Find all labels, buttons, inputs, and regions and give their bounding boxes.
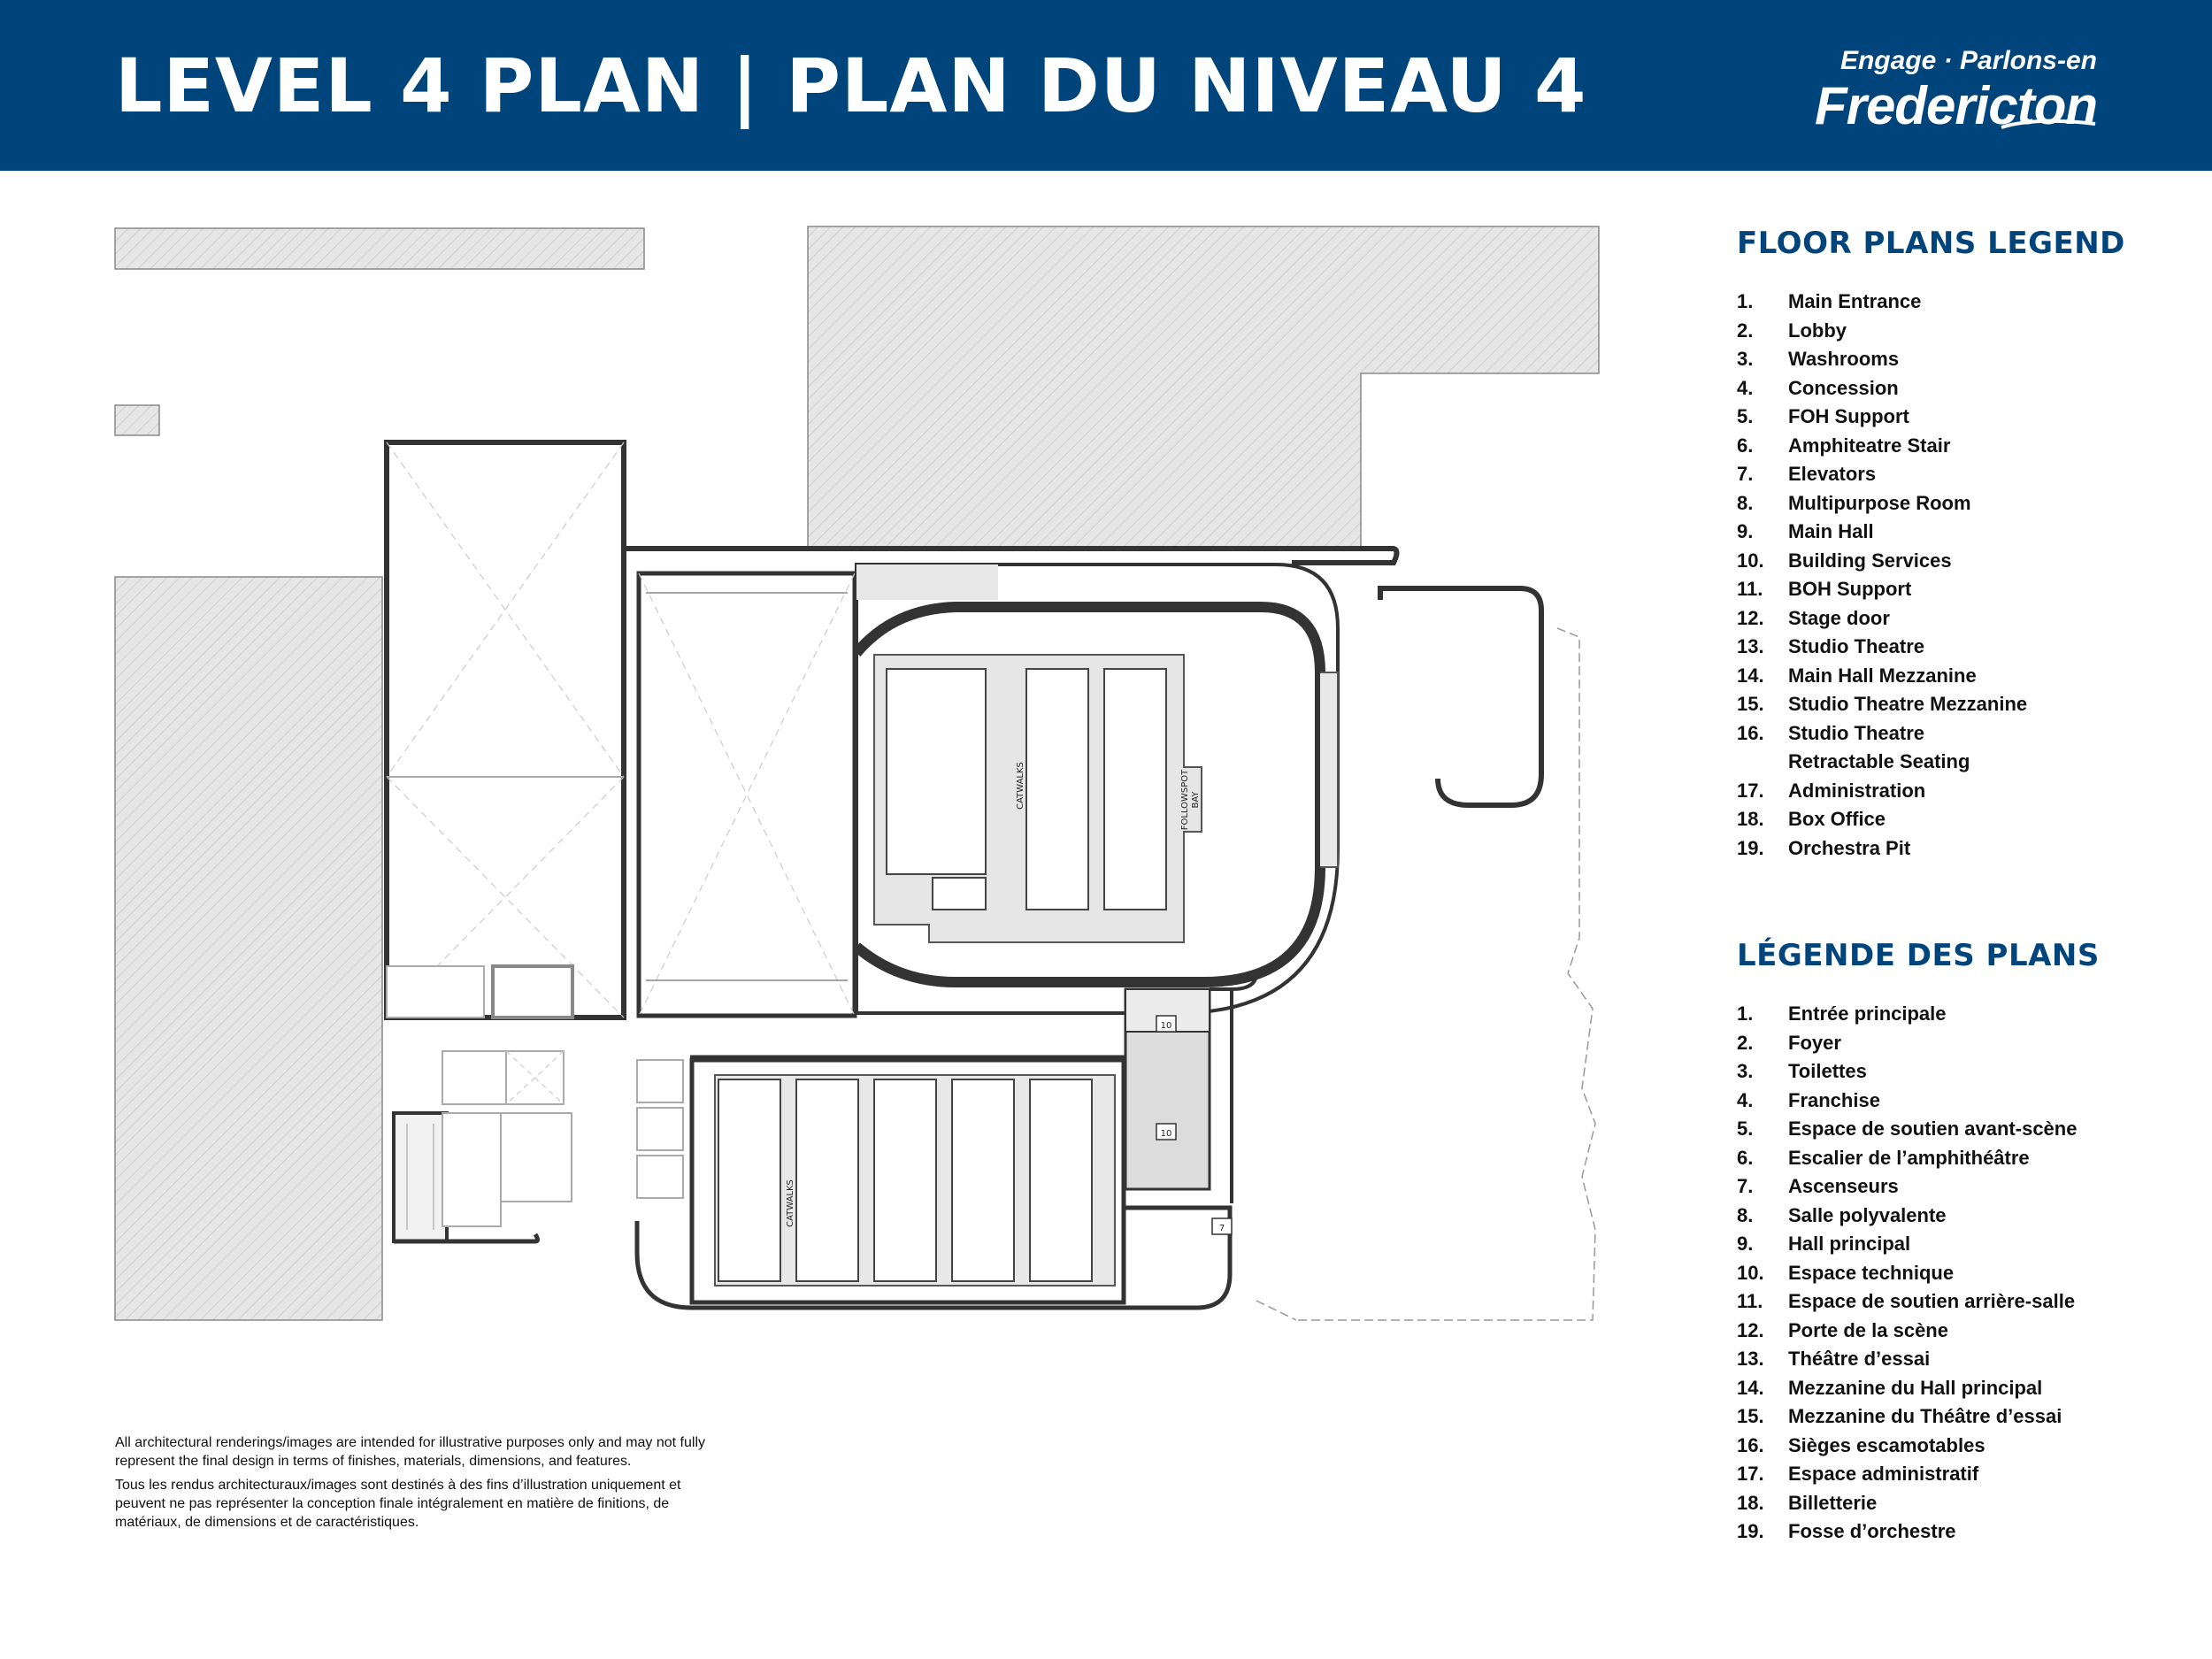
- legend-item-number: 12.: [1737, 1318, 1764, 1341]
- legend-item-number: 12.: [1737, 606, 1764, 629]
- legend-item: [1737, 1230, 2162, 1259]
- adjacent-building-small: [115, 405, 159, 435]
- legend-item: [1737, 460, 2162, 489]
- legend-item-label: Espace administratif: [1788, 1463, 1979, 1485]
- legend-item: [1737, 1432, 2162, 1461]
- legend-item-number: 16.: [1737, 721, 1764, 744]
- legend-item-label: Foyer: [1788, 1031, 1841, 1054]
- legend-item-number: 7.: [1737, 1175, 1754, 1197]
- legend-item: [1737, 1115, 2162, 1144]
- label-room-10-a: 10: [1160, 1021, 1172, 1031]
- circulation-core: [394, 1051, 683, 1241]
- legend-item-label: Sièges escamotables: [1788, 1433, 1985, 1456]
- legend-item: [1737, 1460, 2162, 1489]
- legend-item-number: 11.: [1737, 578, 1763, 600]
- stage-house: [639, 573, 855, 1016]
- legend-item-number: 13.: [1737, 1348, 1764, 1370]
- stair-core: [394, 1113, 447, 1241]
- legend-item-number: 18.: [1737, 1491, 1764, 1514]
- legend-item-number: 10.: [1737, 549, 1764, 572]
- legend-item: [1737, 777, 2162, 806]
- legend-item: [1737, 1087, 2162, 1116]
- studio-catwalk-3: [874, 1079, 936, 1281]
- legend-item-number: 3.: [1737, 348, 1754, 370]
- legend-item-label: Escalier de l’amphithéâtre: [1788, 1146, 2030, 1169]
- legend-item-label: Entrée principale: [1788, 1002, 1947, 1025]
- legend-item-number: 15.: [1737, 1405, 1764, 1427]
- legend-item-label: Billetterie: [1788, 1491, 1878, 1514]
- legend-item-label: Orchestra Pit: [1788, 836, 1911, 859]
- legend-item-label: Multipurpose Room: [1788, 491, 1971, 514]
- legend-item: [1737, 604, 2162, 634]
- legend-item: [1737, 1144, 2162, 1173]
- legend-item-label: Box Office: [1788, 808, 1886, 830]
- legend-item-number: 2.: [1737, 319, 1754, 342]
- fredericton-logo: [1805, 44, 2106, 133]
- logo-swoosh-icon: [2000, 115, 2097, 133]
- main-hall: [856, 565, 1338, 1013]
- legend-item-number: 4.: [1737, 1088, 1754, 1111]
- label-bay: BAY: [1191, 791, 1201, 809]
- main-hall-catwalk-2: [1026, 669, 1088, 910]
- legend-item-label: Studio Theatre Mezzanine: [1788, 693, 2028, 715]
- legend-item-number: 1.: [1737, 1002, 1754, 1025]
- legend-item: [1737, 1287, 2162, 1317]
- legend-item-label: Concession: [1788, 376, 1899, 399]
- legend-item: [1737, 1259, 2162, 1288]
- legend-item-label: Mezzanine du Théâtre d’essai: [1788, 1405, 2062, 1427]
- studio-catwalk-1: [718, 1079, 780, 1281]
- legend-item-label: Washrooms: [1788, 348, 1900, 370]
- label-catwalks-studio: CATWALKS: [786, 1179, 795, 1227]
- legend-item-label: Franchise: [1788, 1088, 1880, 1111]
- label-followspot: FOLLOWSPOT: [1180, 769, 1190, 831]
- legend-item-label: Porte de la scène: [1788, 1318, 1948, 1341]
- legend-item-label: Fosse d’orchestre: [1788, 1520, 1956, 1542]
- legend-item-label: Elevators: [1788, 463, 1877, 485]
- legend-item: [1737, 662, 2162, 691]
- adjacent-building-top-right: [808, 227, 1599, 549]
- legend-item: [1737, 1000, 2162, 1029]
- legend-item: [1737, 575, 2162, 604]
- legend-item-number: 3.: [1737, 1060, 1754, 1082]
- studio-catwalk-4: [952, 1079, 1014, 1281]
- legend-item-number: 14.: [1737, 1376, 1764, 1399]
- legend-item-number: 15.: [1737, 693, 1764, 715]
- main-hall-catwalk-1: [887, 669, 986, 874]
- legend-item-number: 8.: [1737, 1203, 1754, 1226]
- label-catwalks-main: CATWALKS: [1016, 762, 1025, 810]
- stage-outline: [639, 573, 855, 1016]
- legend-item: [1737, 345, 2162, 374]
- legend-item-label: Salle polyvalente: [1788, 1203, 1947, 1226]
- tower-outline: [387, 442, 624, 1018]
- legend-french: [1737, 938, 2162, 1547]
- legend-item-label: Amphiteatre Stair: [1788, 434, 1951, 457]
- legend-item-label: Main Hall Mezzanine: [1788, 664, 1977, 687]
- floor-plan-drawing: [106, 212, 1610, 1336]
- legend-item-number: 18.: [1737, 808, 1764, 830]
- legend-item: [1737, 1057, 2162, 1087]
- legend-item-number: 8.: [1737, 491, 1754, 514]
- legend-item: [1737, 1374, 2162, 1403]
- legend-item-number: 6.: [1737, 1146, 1754, 1169]
- legend-item-label: Studio Theatre Retractable Seating: [1788, 721, 1970, 772]
- legend-item: [1737, 719, 2162, 777]
- legend-item: [1737, 317, 2162, 346]
- canopy-wall: [1380, 588, 1541, 805]
- legend-item-number: 19.: [1737, 836, 1764, 859]
- legend-item: [1737, 805, 2162, 834]
- legend-item-number: 17.: [1737, 779, 1764, 802]
- studio-catwalk-5: [1030, 1079, 1092, 1281]
- legend-item: [1737, 1202, 2162, 1231]
- legend-item: [1737, 1029, 2162, 1058]
- legend-item-label: Ascenseurs: [1788, 1175, 1899, 1197]
- legend-item-label: Lobby: [1788, 319, 1847, 342]
- main-hall-catwalk-3: [1104, 669, 1166, 910]
- legend-item-label: Toilettes: [1788, 1060, 1867, 1082]
- legend-item: [1737, 374, 2162, 403]
- legend-item: [1737, 633, 2162, 662]
- floor-plan: [106, 212, 1610, 1336]
- legend-item-label: Espace technique: [1788, 1261, 1955, 1284]
- studio-catwalk-2: [796, 1079, 858, 1281]
- legend-item-number: 1.: [1737, 290, 1754, 312]
- legend-item: [1737, 432, 2162, 461]
- legend-item-number: 13.: [1737, 635, 1764, 657]
- legend-item-label: BOH Support: [1788, 578, 1912, 600]
- legend-item-number: 10.: [1737, 1261, 1764, 1284]
- legend-heading-english: FLOOR PLANS LEGEND: [1737, 226, 2125, 261]
- legend-item: [1737, 1402, 2162, 1432]
- legend-item-label: Espace de soutien arrière-salle: [1788, 1290, 2076, 1312]
- exterior-boundary: [1296, 628, 1595, 1320]
- legend-item-label: Main Hall: [1788, 520, 1874, 542]
- legend-item: [1737, 1172, 2162, 1202]
- legend-item-number: 5.: [1737, 405, 1754, 427]
- legend-item: [1737, 834, 2162, 864]
- legend-item-label: Main Entrance: [1788, 290, 1922, 312]
- legend-item-number: 14.: [1737, 664, 1764, 687]
- label-room-7: 7: [1218, 1224, 1225, 1233]
- label-room-10-b: 10: [1160, 1129, 1172, 1139]
- disclaimer: [115, 1433, 734, 1537]
- legend-item-number: 4.: [1737, 376, 1754, 399]
- legend-item-label: Hall principal: [1788, 1233, 1911, 1255]
- legend-item: [1737, 547, 2162, 576]
- legend-item: [1737, 1317, 2162, 1346]
- logo-wordmark: Fredericton: [1814, 76, 2097, 135]
- legend-item-number: 2.: [1737, 1031, 1754, 1054]
- legend-item-label: Théâtre d’essai: [1788, 1348, 1931, 1370]
- legend-item-number: 9.: [1737, 520, 1754, 542]
- legend-item-label: Espace de soutien avant-scène: [1788, 1118, 2078, 1140]
- adjacent-building-top-left: [115, 228, 644, 269]
- legend-item: [1737, 518, 2162, 547]
- legend-list-english: [1737, 288, 2162, 863]
- legend-item-number: 16.: [1737, 1433, 1764, 1456]
- logo-tagline: Engage · Parlons-en: [1839, 46, 2097, 75]
- legend-item-label: FOH Support: [1788, 405, 1909, 427]
- legend-item-number: 7.: [1737, 463, 1754, 485]
- disclaimer-english: All architectural renderings/images are intended for illustrative purposes only and may not fully represent the final design in terms of finishes, materials, dimensions, and features.: [115, 1435, 706, 1469]
- legend-item-number: 5.: [1737, 1118, 1754, 1140]
- legend-item-number: 17.: [1737, 1463, 1764, 1485]
- legend-item: [1737, 1489, 2162, 1518]
- legend-item-label: Administration: [1788, 779, 1926, 802]
- legend-item: [1737, 690, 2162, 719]
- legend-item-number: 19.: [1737, 1520, 1764, 1542]
- legend-item: [1737, 288, 2162, 317]
- legend-item-label: Building Services: [1788, 549, 1952, 572]
- left-tower: [387, 442, 624, 1018]
- adjacent-building-left: [115, 577, 382, 1320]
- legend-english: [1737, 226, 2162, 863]
- disclaimer-french: Tous les rendus architecturaux/images sont destinés à des fins d’illustration uniquement et peuvent ne pas représenter la conception finale intégralement en matière de finitions, de matériaux, de dimensions et de caractéristiques.: [115, 1478, 681, 1530]
- legend-list-french: [1737, 1000, 2162, 1547]
- page-title: LEVEL 4 PLAN | PLAN DU NIVEAU 4: [115, 42, 1587, 129]
- legend-item: [1737, 403, 2162, 432]
- legend-item-label: Studio Theatre: [1788, 635, 1925, 657]
- legend-item: [1737, 1517, 2162, 1547]
- legend-item-label: Stage door: [1788, 606, 1890, 629]
- legend-heading-french: LÉGENDE DES PLANS: [1737, 938, 2100, 973]
- legend-item: [1737, 1345, 2162, 1374]
- connector-wall: [624, 549, 1397, 563]
- header-bar: [0, 0, 2212, 171]
- legend-item-label: Mezzanine du Hall principal: [1788, 1376, 2043, 1399]
- legend-item: [1737, 489, 2162, 518]
- legend-item-number: 11.: [1737, 1290, 1763, 1312]
- legend-item-number: 9.: [1737, 1233, 1754, 1255]
- legend-item-number: 6.: [1737, 434, 1754, 457]
